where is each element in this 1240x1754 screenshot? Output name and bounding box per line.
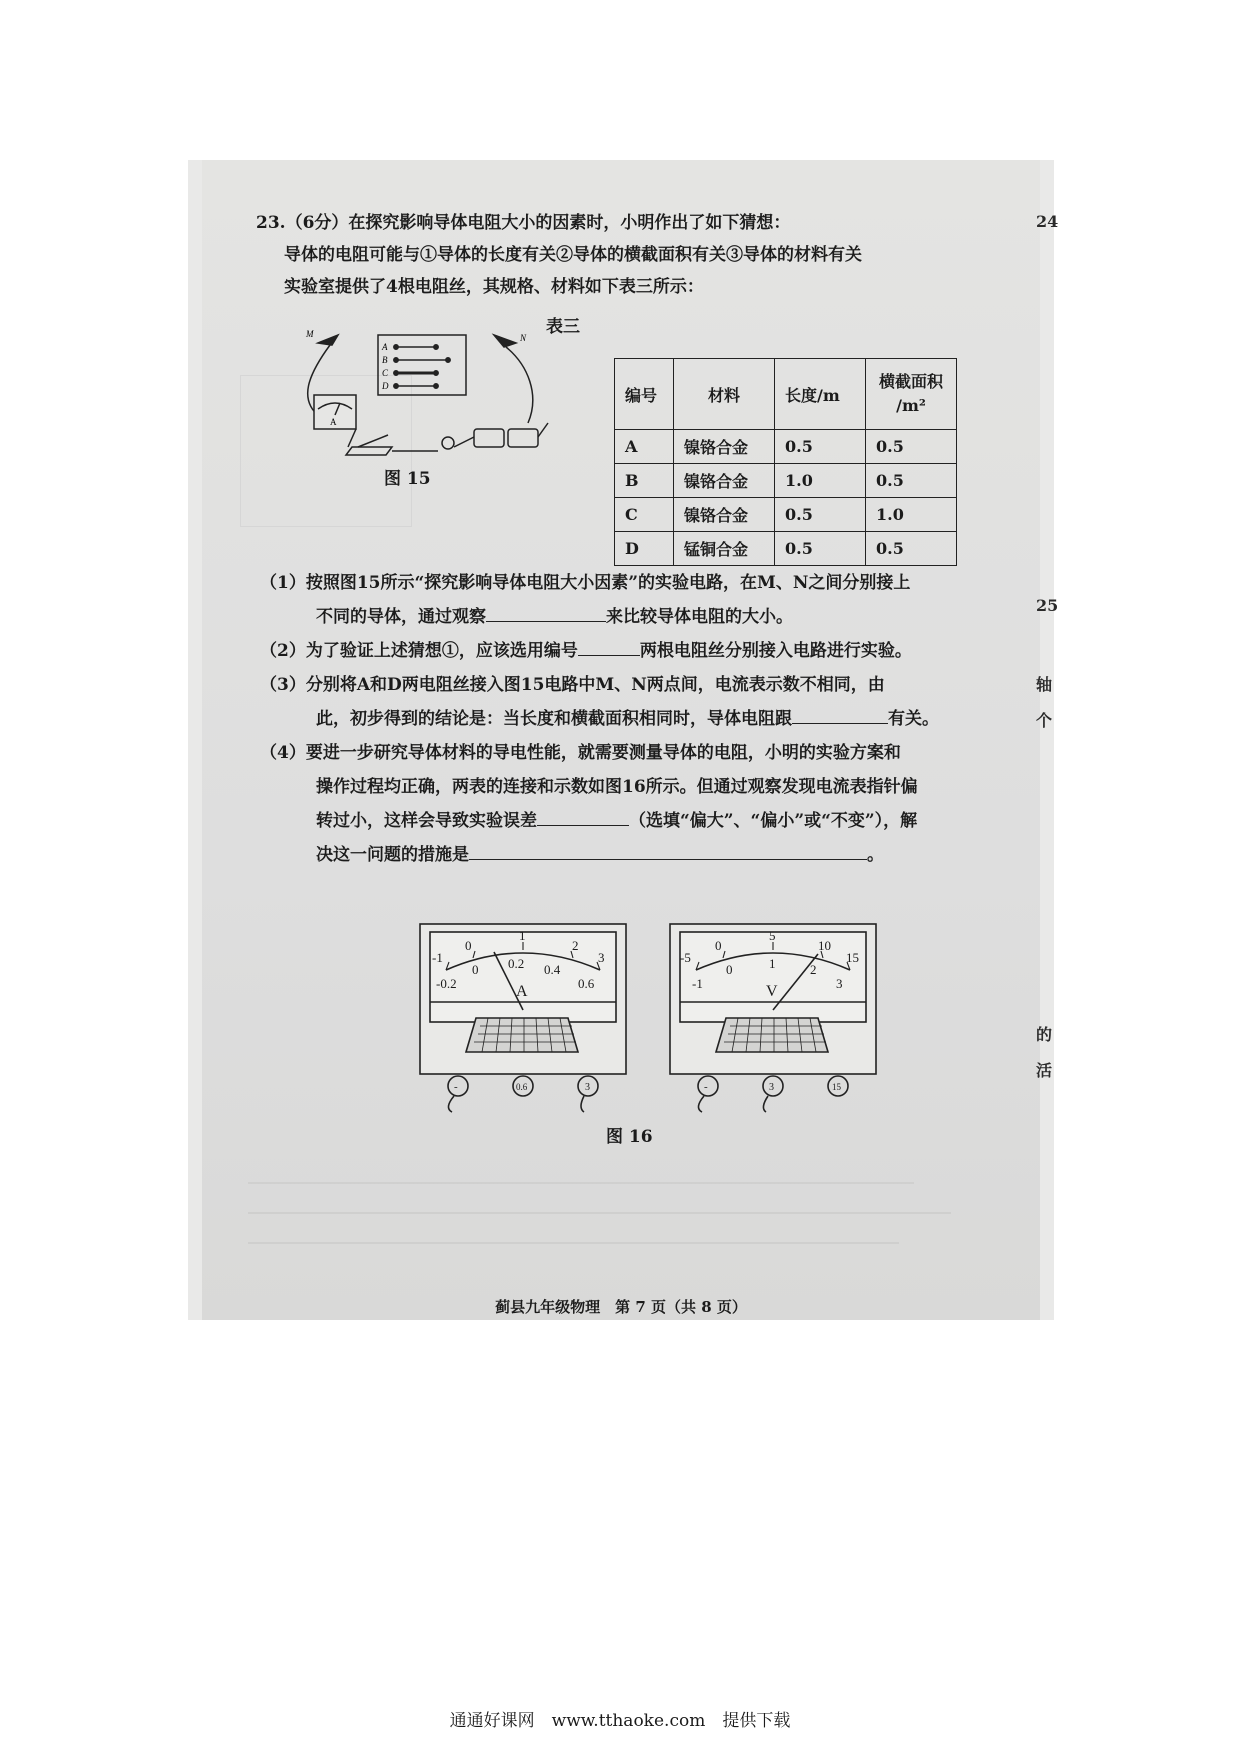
ammeter-inner-tick: 0 [472,962,479,977]
margin-fragment: 25 [1036,596,1059,615]
answer-blank-5[interactable] [469,845,867,860]
cell-length: 1.0 [775,464,866,498]
margin-fragment: 活 [1036,1061,1053,1080]
part-4-line-4: 决这一问题的措施是 。 [316,845,884,865]
ammeter-terminal: 3 [585,1082,590,1093]
figure-16-caption: 图 16 [606,1127,653,1147]
part-2-line: （2）为了验证上述猜想①，应该选用编号 两根电阻丝分别接入电路进行实验。 [260,641,912,661]
cell-id: C [615,498,674,532]
wire-label-c: C [382,368,389,378]
part-1-line-1: （1）按照图15所示“探究影响导体电阻大小因素”的实验电路，在M、N之间分别接上 [260,573,911,593]
terminal-m-label: M [306,329,314,339]
table-row [615,464,957,498]
ammeter-inner-tick: 0.4 [544,962,561,977]
hypotheses-line: 导体的电阻可能与①导体的长度有关②导体的横截面积有关③导体的材料有关 [284,245,862,265]
table-row [615,532,957,566]
cell-id: D [615,532,674,566]
ammeter-outer-tick: -1 [432,950,443,965]
ammeter-terminal: - [454,1081,458,1093]
table-row [615,498,957,532]
ammeter-outer-tick: 0 [465,938,472,953]
cell-material: 锰铜合金 [674,532,775,566]
cell-area: 1.0 [866,498,957,532]
voltmeter-inner-tick: 3 [836,976,843,991]
wire-label-b: B [382,355,388,365]
bleed-through-text [248,1170,988,1280]
materials-intro: 实验室提供了4根电阻丝，其规格、材料如下表三所示： [284,277,704,297]
voltmeter-outer-tick: 15 [846,950,859,965]
answer-blank-1[interactable] [486,607,606,622]
voltmeter-inner-tick: 1 [769,956,776,971]
part-3-line-2: 此，初步得到的结论是：当长度和横截面积相同时，导体电阻跟 有关。 [316,709,939,729]
ammeter-inner-tick: 0.2 [508,956,525,971]
figure-15-circuit [278,305,568,465]
terminal-n-label: N [520,333,527,343]
part-4-line-1: （4）要进一步研究导体材料的导电性能，就需要测量导体的电阻，小明的实验方案和 [260,743,901,763]
cell-material: 镍铬合金 [674,464,775,498]
cell-area: 0.5 [866,464,957,498]
voltmeter-outer-tick: 0 [715,938,722,953]
voltmeter-symbol: V [766,983,778,1000]
voltmeter-inner-tick: 0 [726,962,733,977]
table-row [615,430,957,464]
answer-blank-4[interactable] [537,811,629,826]
cell-length: 0.5 [775,498,866,532]
ammeter-symbol: A [516,983,528,1000]
cell-length: 0.5 [775,532,866,566]
cell-area: 0.5 [866,430,957,464]
ammeter-outer-tick: 2 [572,938,579,953]
answer-blank-2[interactable] [578,641,640,656]
source-credit: 通通好课网 www.tthaoke.com 提供下载 [449,1711,791,1731]
part-4-line-3: 转过小，这样会导致实验误差 （选填“偏大”、“偏小”或“不变”），解 [316,811,918,831]
header-area: 横截面积 /m² [866,359,957,430]
cell-material: 镍铬合金 [674,430,775,464]
cell-id: A [615,430,674,464]
page-edge-left [188,160,202,1320]
ammeter-outer-tick: 3 [598,950,605,965]
voltmeter-outer-tick: -5 [680,950,691,965]
margin-fragment: 轴 [1036,675,1053,694]
voltmeter-terminal: 3 [769,1082,774,1093]
meter-symbol: A [330,417,337,427]
header-id: 编号 [615,359,674,430]
question-header: 23.（6分）在探究影响导体电阻大小的因素时，小明作出了如下猜想： [256,213,791,233]
figure-15-caption: 图 15 [384,469,431,489]
wire-label-a: A [382,342,388,352]
part-1-line-2: 不同的导体，通过观察 来比较导体电阻的大小。 [316,607,793,627]
answer-blank-3[interactable] [792,709,888,724]
voltmeter-terminal: 15 [832,1082,841,1092]
ammeter-inner-tick: -0.2 [436,976,457,991]
voltmeter-outer-tick: 5 [769,928,776,943]
voltmeter-inner-tick: -1 [692,976,703,991]
voltmeter-inner-tick: 2 [810,962,817,977]
ammeter-outer-tick: 1 [519,928,526,943]
voltmeter-outer-tick: 10 [818,938,831,953]
cell-area: 0.5 [866,532,957,566]
header-length: 长度/m [775,359,866,430]
ammeter-inner-tick: 0.6 [578,976,595,991]
margin-fragment: 的 [1036,1025,1053,1044]
page-footer: 蓟县九年级物理 第 7 页（共 8 页） [495,1298,747,1316]
table-header-row [615,359,957,430]
voltmeter-terminal: - [704,1081,708,1093]
part-4-line-2: 操作过程均正确，两表的连接和示数如图16所示。但通过观察发现电流表指针偏 [316,777,918,797]
spec-table [614,358,957,566]
cell-length: 0.5 [775,430,866,464]
header-material: 材料 [674,359,775,430]
figure-16-meters [418,922,898,1112]
scanned-exam-page [188,160,1059,1320]
wire-label-d: D [382,381,389,391]
margin-fragment: 24 [1036,212,1059,231]
table-title: 表三 [546,317,580,337]
cell-material: 镍铬合金 [674,498,775,532]
margin-fragment: 个 [1036,711,1053,730]
ammeter-terminal: 0.6 [516,1082,528,1092]
part-3-line-1: （3）分别将A和D两电阻丝接入图15电路中M、N两点间，电流表示数不相同，由 [260,675,885,695]
cell-id: B [615,464,674,498]
page-edge-right [1040,160,1054,1320]
